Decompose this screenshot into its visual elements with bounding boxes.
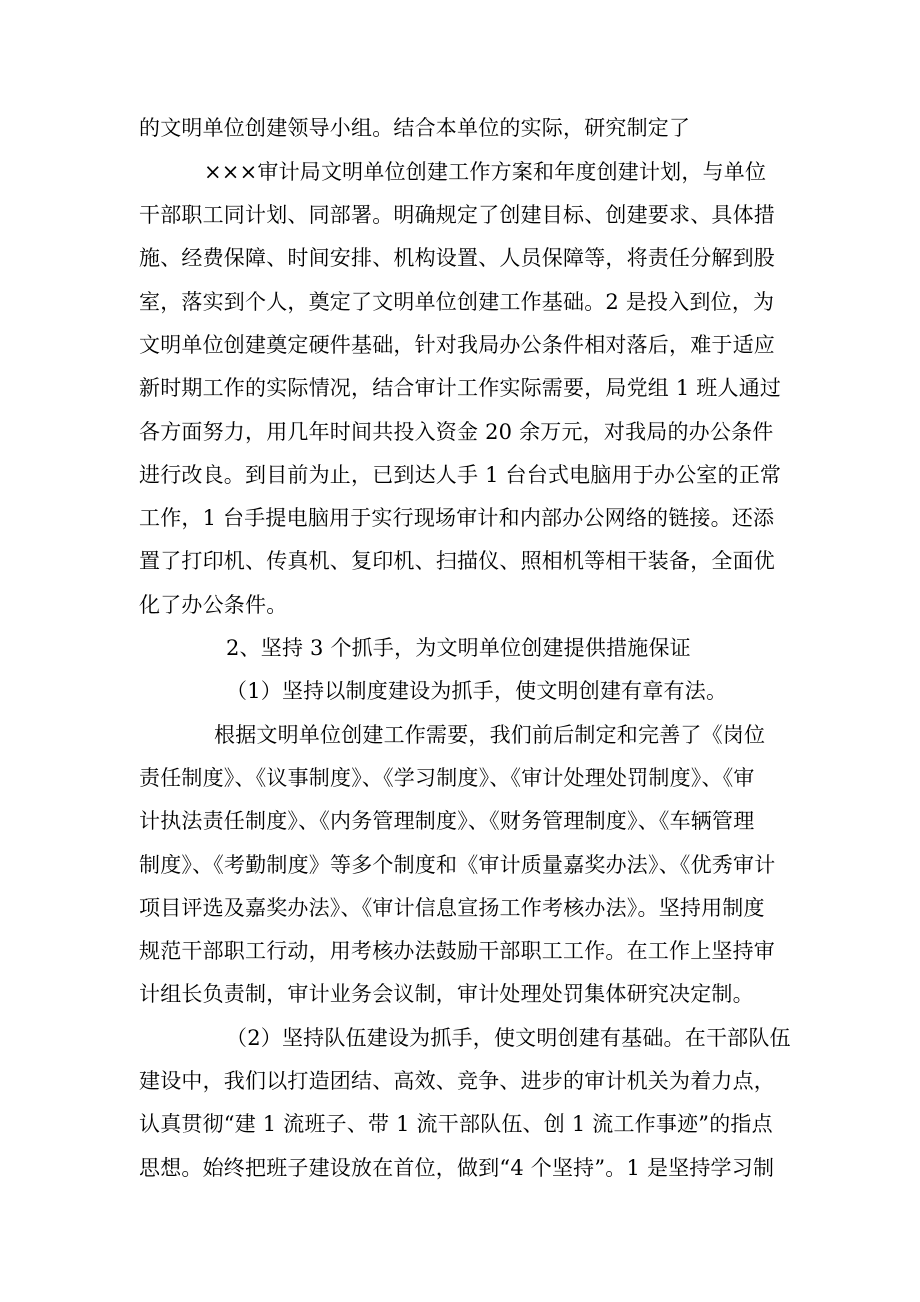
text-line: （2）坚持队伍建设为抓手，使文明创建有基础。在干部队伍 [226, 1026, 791, 1050]
text-line: 规范干部职工行动，用考核办法鼓励干部职工工作。在工作上坚持审 [139, 939, 775, 963]
text-line: 进行改良。到目前为止，已到达人手 1 台台式电脑用于办公室的正常 [139, 463, 782, 487]
text-line: 的文明单位创建领导小组。结合本单位的实际，研究制定了 [139, 116, 691, 140]
text-line: 化了办公条件。 [139, 593, 288, 617]
text-line: 工作，1 台手提电脑用于实行现场审计和内部办公网络的链接。还添 [139, 506, 775, 530]
text-line: 建设中，我们以打造团结、高效、竞争、进步的审计机关为着力点， [139, 1069, 775, 1093]
text-line: 干部职工同计划、同部署。明确规定了创建目标、创建要求、具体措 [139, 203, 775, 227]
text-line: 计组长负责制，审计业务会议制，审计处理处罚集体研究决定制。 [139, 982, 754, 1006]
text-line: 施、经费保障、时间安排、机构设置、人员保障等，将责任分解到股 [139, 246, 775, 270]
text-line: 新时期工作的实际情况，结合审计工作实际需要，局党组 1 班人通过 [139, 376, 782, 400]
text-line: 各方面努力，用几年时间共投入资金 20 余万元，对我局的办公条件 [139, 420, 774, 444]
text-line: 室，落实到个人，奠定了文明单位创建工作基础。2 是投入到位，为 [139, 290, 775, 314]
text-line: 思想。始终把班子建设放在首位，做到“4 个坚持”。1 是坚持学习制 [139, 1156, 775, 1180]
text-line: 认真贯彻“建 1 流班子、带 1 流干部队伍、创 1 流工作事迹”的指点 [139, 1112, 773, 1136]
text-line: 责任制度》、《议事制度》、《学习制度》、《审计处理处罚制度》、《审 [139, 766, 755, 790]
text-line: 项目评选及嘉奖办法》、《审计信息宣扬工作考核办法》。坚持用制度 [139, 896, 765, 920]
text-line: 计执法责任制度》、《内务管理制度》、《财务管理制度》、《车辆管理 [139, 809, 755, 833]
subsection-heading: （1）坚持以制度建设为抓手，使文明创建有章有法。 [226, 679, 728, 703]
text-line: ×××审计局文明单位创建工作方案和年度创建计划，与单位 [204, 160, 767, 184]
text-line: 根据文明单位创建工作需要，我们前后制定和完善了《岗位 [214, 723, 766, 747]
text-line: 文明单位创建奠定硬件基础，针对我局办公条件相对落后，难于适应 [139, 333, 775, 357]
section-heading: 2、坚持 3 个抓手，为文明单位创建提供措施保证 [226, 636, 691, 660]
text-line: 制度》、《考勤制度》等多个制度和《审计质量嘉奖办法》、《优秀审计 [139, 853, 776, 877]
text-line: 置了打印机、传真机、复印机、扫描仪、照相机等相干装备，全面优 [139, 549, 775, 573]
